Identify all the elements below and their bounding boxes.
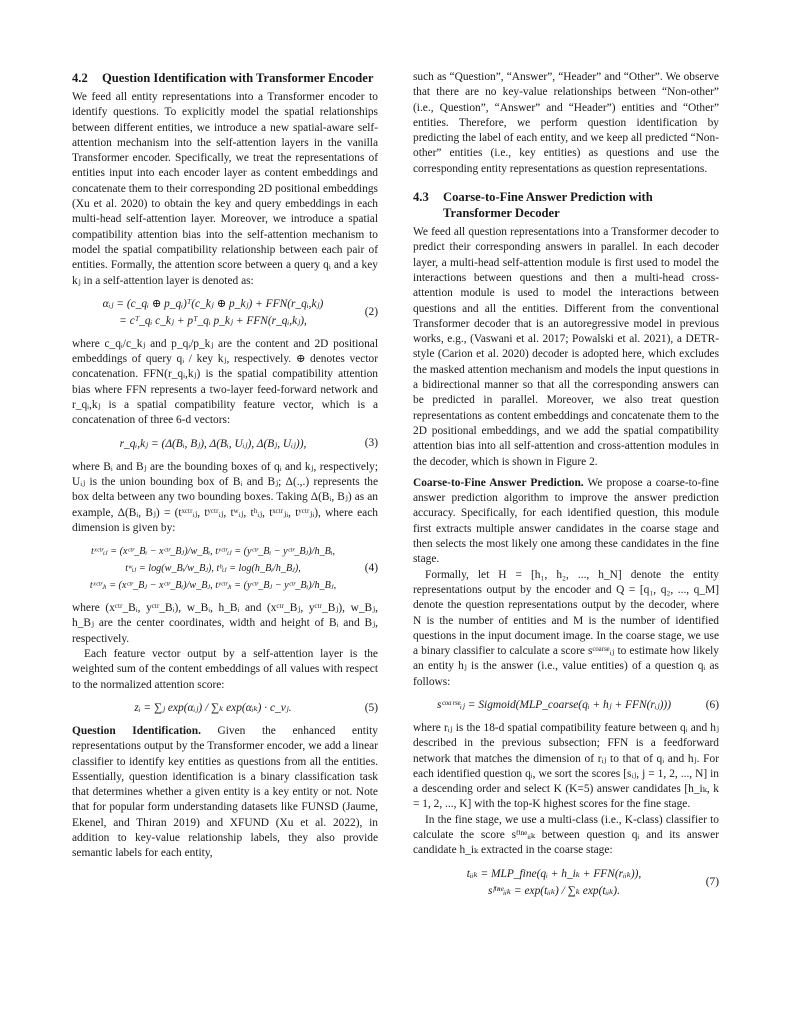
run-in-heading: Question Identification. bbox=[72, 724, 201, 737]
equation-5 bbox=[72, 700, 378, 717]
equation-number: (2) bbox=[364, 306, 378, 319]
equation-line: tᵢᵢₖ = MLP_fine(qᵢ + h_iₖ + FFN(rᵢᵢₖ)), bbox=[466, 867, 642, 880]
equation-number: (6) bbox=[705, 698, 719, 711]
section-number: 4.3 bbox=[413, 190, 429, 205]
paragraph: where (xᶜᵗʳ_Bᵢ, yᶜᵗʳ_Bᵢ), w_Bᵢ, h_Bᵢ and (xᶜᵗʳ_Bⱼ, yᶜᵗʳ_Bⱼ), w_Bⱼ, h_Bⱼ are the center coordinates, width and height of Bᵢ and Bⱼ, respectively. bbox=[72, 602, 378, 645]
paragraph-text: We propose a coarse-to-fine answer prediction algorithm to improve the answer prediction accuracy. Specifically, for each identified question, this module first extracts multiple answer candidates in the coarse stage and then selects the most likely one among these candidates in the fine stage. bbox=[413, 476, 719, 566]
equation-line: = cᵀ_qᵢ c_kⱼ + pᵀ_qᵢ p_kⱼ + FFN(r_qᵢ,kⱼ), bbox=[119, 314, 307, 327]
run-in-heading: Coarse-to-Fine Answer Prediction. bbox=[413, 476, 584, 489]
equation-3 bbox=[72, 436, 378, 453]
equation-7 bbox=[413, 866, 719, 900]
left-column bbox=[72, 70, 378, 862]
paragraph: In the fine stage, we use a multi-class (i.e., K-class) classifier to calculate the score sᶠⁱⁿᵉᵢᵢₖ between question qᵢ and its answer candidate h_iₖ extracted in the coarse stage: bbox=[413, 813, 719, 857]
right-column bbox=[413, 70, 719, 907]
equation-number: (7) bbox=[705, 876, 719, 888]
section-title: Question Identification with Transformer Encoder bbox=[102, 71, 374, 85]
equation-line: r_qᵢ,kⱼ = (Δ(Bᵢ, Bⱼ), Δ(Bᵢ, Uᵢⱼ), Δ(Bⱼ, Uᵢⱼ)), bbox=[119, 437, 307, 450]
paragraph: where c_qᵢ/c_kⱼ and p_qᵢ/p_kⱼ are the content and 2D positional embeddings of query qᵢ / key kⱼ, respectively. ⊕ denotes vector concatenation. FFN(r_qᵢ,kⱼ) is the spatial compatibility attention bias where FFN represents a two-layer feed-forward network and r_qᵢ,kⱼ is a spatial compatibility feature vector, which is a concatenation of three 6-d vectors: bbox=[72, 337, 378, 427]
section-number: 4.2 bbox=[72, 71, 88, 85]
paragraph-text: Given the enhanced entity representations output by the Transformer encoder, we add a linear classifier to identify key entities as questions from all the entities. Essentially, question identification is a binary classification task that determines whether a given entity is a key entity or not. Note that for popular form understanding datasets like FUNSD (Jaume, Ekenel, and Thiran 2019) and XFUND (Xu et al. 2022), in addition to key-value relationship labels, they also provide semantic labels for each entity, bbox=[72, 724, 378, 860]
section-heading-4-3 bbox=[413, 189, 719, 221]
paragraph: We feed all entity representations into a Transformer encoder to identify questions. To explicitly model the spatial relationships between different entities, we introduce a new spatial-aware self-attention mechanism into the self-attention layers in the vanilla Transformer encoder. Specifically, we treat the representations of entities input into each encoder layer as content embeddings and concatenate them to their corresponding 2D positional embeddings (Xu et al. 2020) to obtain the key and query embeddings in each multi-head self-attention layer. Moreover, we introduce a spatial compatibility attention bias into the self-attention mechanism to model the spatial compatibility relationship between each pair of entities. Formally, the attention score between a query qᵢ and a key kⱼ in a self-attention layer is denoted as: bbox=[72, 91, 378, 287]
equation-line: αᵢⱼ = (c_qᵢ ⊕ p_qᵢ)ᵀ(c_kⱼ ⊕ p_kⱼ) + FFN(r_qᵢ,kⱼ) bbox=[102, 297, 324, 310]
paragraph bbox=[413, 476, 719, 568]
equation-2 bbox=[72, 296, 378, 330]
paragraph: We feed all question representations into a Transformer decoder to predict their corresponding answers in parallel. In each decoder layer, a multi-head self-attention module is first used to model the interactions between questions and then a multi-head cross-attention module is used to model the interactions between questions and all the entities. Different from the conventional Transformer decoder that is an autoregressive model in previous works, e.g., (Vaswani et al. 2017; Powalski et al. 2021), a DETR-style (Carion et al. 2020) decoder is adopted here, which excludes the masked attention mechanism and models the input questions in a bidirectional manner so that all the corresponding answers can be predicted in parallel. Moreover, we also treat question representations as content embeddings and concatenate them to the 2D positional embeddings, and we add the spatial compatibility attention bias into all self-attention and cross-attention modules in the decoder, which is shown in Figure 2. bbox=[413, 226, 719, 468]
section-heading-4-2 bbox=[72, 70, 378, 86]
paragraph: Each feature vector output by a self-attention layer is the weighted sum of the content embeddings of all values with respect to the normalized attention score: bbox=[72, 648, 378, 691]
equation-line: tʷᵢⱼ = log(w_Bᵢ/w_Bⱼ), tʰᵢⱼ = log(h_Bᵢ/h_Bⱼ), bbox=[125, 563, 301, 575]
equation-number: (5) bbox=[364, 701, 378, 714]
equation-line: tˣᶜᵗʳᵢⱼ = (xᶜᵗʳ_Bᵢ − xᶜᵗʳ_Bⱼ)/w_Bᵢ, tʸᶜᵗʳᵢⱼ = (yᶜᵗʳ_Bᵢ − yᶜᵗʳ_Bⱼ)/h_Bᵢ, bbox=[90, 546, 336, 558]
section-title: Coarse-to-Fine Answer Prediction with Transformer Decoder bbox=[443, 190, 653, 221]
paragraph: where rᵢⱼ is the 18-d spatial compatibility feature between qᵢ and hⱼ described in the previous subsection; FFN is a feedforward network that matches the dimension of rᵢⱼ to that of qᵢ and hⱼ. For each identified question qᵢ, we sort the scores [sᵢⱼ, j = 1, 2, ..., N] in a descending order and select K (K=5) answer candidates [h_iₖ, k = 1, 2, ..., K] with the top-K highest scores for the fine stage. bbox=[413, 721, 719, 811]
equation-line: sᶠⁱⁿᵉᵢᵢₖ = exp(tᵢᵢₖ) / ∑ₖ exp(tᵢᵢₖ). bbox=[488, 884, 620, 897]
equation-line: tˣᶜᵗʳⱼᵢ = (xᶜᵗʳ_Bⱼ − xᶜᵗʳ_Bᵢ)/w_Bⱼ, tʸᶜᵗʳⱼᵢ = (yᶜᵗʳ_Bⱼ − yᶜᵗʳ_Bᵢ)/h_Bⱼ, bbox=[89, 580, 337, 592]
paragraph bbox=[72, 724, 378, 862]
equation-line: sᶜᵒᵃʳˢᵉᵢⱼ = Sigmoid(MLP_coarse(qᵢ + hⱼ + FFN(rᵢⱼ))) bbox=[437, 698, 671, 711]
equation-6 bbox=[413, 697, 719, 714]
paragraph: such as “Question”, “Answer”, “Header” and “Other”. We observe that there are no key-value relationships between “Non-other” (i.e., Question”, “Answer” and “Header”) entities and “Other” entities. Therefore, we perform question identification by predicting the label of each entity, and we keep all predicted “Non-other” entities (i.e., key entities) as questions and use the corresponding entity representations as question representations. bbox=[413, 71, 719, 175]
equation-4 bbox=[72, 543, 378, 594]
equation-line: zᵢ = ∑ⱼ exp(αᵢⱼ) / ∑ₖ exp(αᵢₖ) · c_vⱼ. bbox=[134, 701, 292, 714]
equation-number: (3) bbox=[364, 437, 378, 450]
paragraph: Formally, let H = [h₁, h₂, ..., h_N] denote the entity representations output by the encoder and Q = [q₁, q₂, ..., q_M] denote the question representations output by the decoder, where N is the number of entities and M is the number of identified questions in the input document image. In the coarse stage, we use a binary classifier to calculate a score sᶜᵒᵃʳˢᵉᵢⱼ to estimate how likely an entity hⱼ is the answer (i.e., value entities) of a question qᵢ as follows: bbox=[413, 568, 719, 688]
equation-number: (4) bbox=[364, 561, 378, 574]
paragraph: where Bᵢ and Bⱼ are the bounding boxes of qᵢ and kⱼ, respectively; Uᵢⱼ is the union bounding box of Bᵢ and Bⱼ; Δ(.,.) represents the box delta between any two bounding boxes. Taking Δ(Bᵢ, Bⱼ) as an example, Δ(Bᵢ, Bⱼ) = (tˣᶜᵗʳᵢⱼ, tʸᶜᵗʳᵢⱼ, tʷᵢⱼ, tʰᵢⱼ, tˣᶜᵗʳⱼᵢ, tʸᶜᵗʳⱼᵢ), where each dimension is given by: bbox=[72, 460, 378, 534]
